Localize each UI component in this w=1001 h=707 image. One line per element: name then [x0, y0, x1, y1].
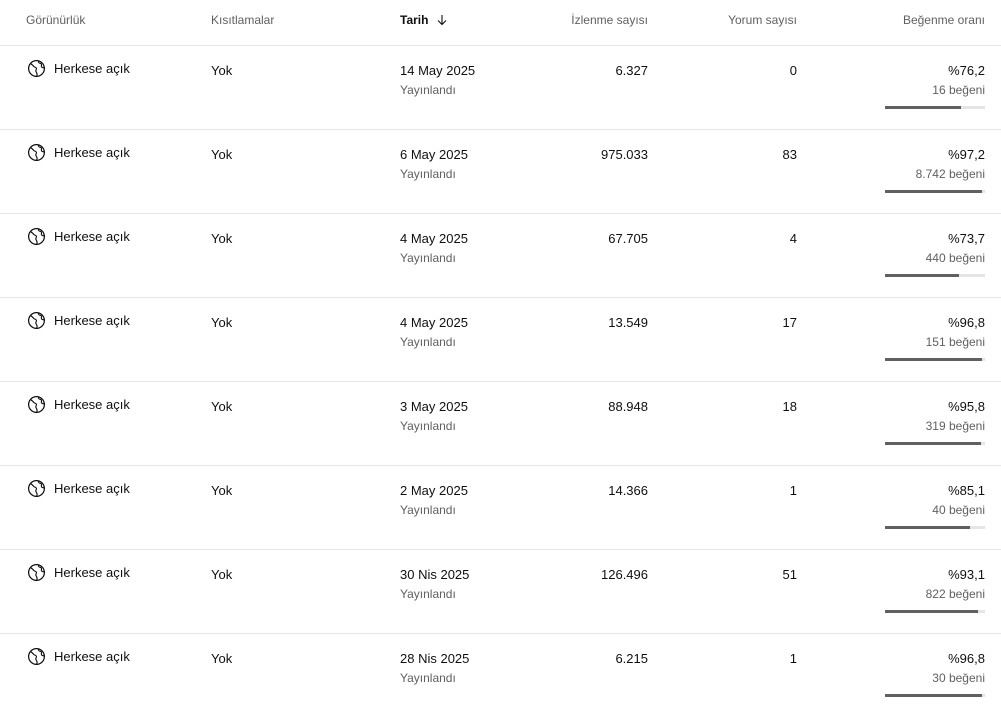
like-ratio-bar-fill — [885, 106, 961, 109]
views-cell: 6.327 — [615, 63, 648, 78]
column-header-restrictions[interactable]: Kısıtlamalar — [211, 13, 275, 27]
publish-status: Yayınlandı — [400, 587, 456, 601]
restrictions-cell: Yok — [211, 63, 233, 78]
globe-icon — [27, 395, 46, 414]
like-ratio-bar — [885, 274, 985, 277]
like-ratio-value: %96,8 — [948, 315, 985, 330]
publish-status: Yayınlandı — [400, 503, 456, 517]
visibility-label: Herkese açık — [54, 61, 130, 76]
like-ratio-cell — [875, 63, 985, 97]
column-header-like-ratio[interactable]: Beğenme oranı — [902, 13, 985, 27]
table-row[interactable] — [0, 550, 1001, 634]
date-value: 30 Nis 2025 — [400, 567, 470, 582]
like-ratio-bar-fill — [885, 526, 970, 529]
like-ratio-bar — [885, 190, 985, 193]
visibility-cell[interactable] — [27, 563, 130, 582]
like-count: 319 beğeni — [925, 419, 985, 433]
publish-status: Yayınlandı — [400, 671, 456, 685]
column-header-visibility[interactable]: Görünürlük — [26, 13, 86, 27]
like-ratio-bar-fill — [885, 358, 982, 361]
arrow-down-icon — [436, 14, 448, 26]
views-cell: 13.549 — [608, 315, 648, 330]
like-ratio-bar-fill — [885, 694, 982, 697]
like-ratio-bar-fill — [885, 190, 982, 193]
views-cell: 88.948 — [608, 399, 648, 414]
publish-status: Yayınlandı — [400, 251, 456, 265]
date-value: 3 May 2025 — [400, 399, 468, 414]
views-cell: 6.215 — [615, 651, 648, 666]
visibility-cell[interactable] — [27, 227, 130, 246]
publish-status: Yayınlandı — [400, 167, 456, 181]
publish-status: Yayınlandı — [400, 83, 456, 97]
table-row[interactable] — [0, 298, 1001, 382]
visibility-label: Herkese açık — [54, 313, 130, 328]
like-count: 440 beğeni — [925, 251, 985, 265]
like-count: 151 beğeni — [925, 335, 985, 349]
globe-icon — [27, 143, 46, 162]
date-cell — [400, 651, 469, 685]
date-cell — [400, 231, 468, 265]
publish-status: Yayınlandı — [400, 419, 456, 433]
table-row[interactable] — [0, 46, 1001, 130]
like-ratio-bar — [885, 106, 985, 109]
comments-cell: 18 — [782, 399, 797, 414]
comments-cell: 4 — [789, 231, 797, 246]
restrictions-cell: Yok — [211, 399, 233, 414]
like-ratio-value: %76,2 — [948, 63, 985, 78]
visibility-label: Herkese açık — [54, 649, 130, 664]
comments-cell: 1 — [789, 651, 797, 666]
table-row[interactable] — [0, 214, 1001, 298]
date-cell — [400, 567, 469, 601]
like-ratio-value: %95,8 — [948, 399, 985, 414]
visibility-label: Herkese açık — [54, 481, 130, 496]
visibility-cell[interactable] — [27, 479, 130, 498]
column-header-views[interactable]: İzlenme sayısı — [571, 13, 648, 27]
column-header-date-label: Tarih — [400, 13, 429, 27]
like-ratio-bar — [885, 610, 985, 613]
comments-cell: 51 — [782, 567, 797, 582]
date-value: 14 May 2025 — [400, 63, 476, 78]
date-value: 4 May 2025 — [400, 231, 468, 246]
globe-icon — [27, 479, 46, 498]
table-header — [0, 0, 1001, 46]
like-ratio-value: %85,1 — [948, 483, 985, 498]
restrictions-cell: Yok — [211, 315, 233, 330]
like-ratio-bar — [885, 358, 985, 361]
date-cell — [400, 399, 468, 433]
views-cell: 126.496 — [601, 567, 648, 582]
date-value: 2 May 2025 — [400, 483, 468, 498]
comments-cell: 83 — [782, 147, 797, 162]
like-ratio-cell — [875, 483, 985, 517]
publish-status: Yayınlandı — [400, 335, 456, 349]
comments-cell: 17 — [782, 315, 797, 330]
restrictions-cell: Yok — [211, 231, 233, 246]
like-ratio-cell — [875, 567, 985, 601]
like-count: 40 beğeni — [932, 503, 985, 517]
like-ratio-cell — [875, 651, 985, 685]
like-ratio-value: %96,8 — [948, 651, 985, 666]
views-cell: 67.705 — [608, 231, 648, 246]
visibility-label: Herkese açık — [54, 229, 130, 244]
globe-icon — [27, 227, 46, 246]
like-count: 8.742 beğeni — [915, 167, 985, 181]
restrictions-cell: Yok — [211, 483, 233, 498]
column-header-comments[interactable]: Yorum sayısı — [728, 13, 797, 27]
visibility-cell[interactable] — [27, 647, 130, 666]
restrictions-cell: Yok — [211, 147, 233, 162]
date-cell — [400, 483, 468, 517]
like-ratio-cell — [875, 315, 985, 349]
globe-icon — [27, 563, 46, 582]
like-ratio-bar — [885, 526, 985, 529]
comments-cell: 0 — [789, 63, 797, 78]
restrictions-cell: Yok — [211, 651, 233, 666]
like-count: 16 beğeni — [932, 83, 985, 97]
like-ratio-bar-fill — [885, 274, 959, 277]
like-ratio-bar — [885, 694, 985, 697]
date-value: 4 May 2025 — [400, 315, 468, 330]
like-ratio-bar-fill — [885, 610, 978, 613]
table-row[interactable] — [0, 466, 1001, 550]
globe-icon — [27, 647, 46, 666]
like-ratio-cell — [875, 147, 985, 181]
visibility-cell[interactable] — [27, 311, 130, 330]
table-body — [0, 46, 1001, 707]
like-ratio-value: %73,7 — [948, 231, 985, 246]
column-header-date[interactable] — [400, 13, 448, 27]
restrictions-cell: Yok — [211, 567, 233, 582]
views-cell: 975.033 — [601, 147, 648, 162]
table-row[interactable] — [0, 130, 1001, 214]
date-value: 28 Nis 2025 — [400, 651, 470, 666]
like-ratio-value: %93,1 — [948, 567, 985, 582]
date-cell — [400, 315, 468, 349]
like-count: 30 beğeni — [932, 671, 985, 685]
visibility-cell[interactable] — [27, 395, 130, 414]
date-cell — [400, 147, 468, 181]
like-ratio-bar-fill — [885, 442, 981, 445]
visibility-cell[interactable] — [27, 143, 130, 162]
views-cell: 14.366 — [608, 483, 648, 498]
globe-icon — [27, 59, 46, 78]
table-row[interactable] — [0, 382, 1001, 466]
visibility-label: Herkese açık — [54, 145, 130, 160]
like-ratio-value: %97,2 — [948, 147, 985, 162]
visibility-label: Herkese açık — [54, 565, 130, 580]
visibility-cell[interactable] — [27, 59, 130, 78]
like-count: 822 beğeni — [925, 587, 985, 601]
globe-icon — [27, 311, 46, 330]
comments-cell: 1 — [789, 483, 797, 498]
like-ratio-bar — [885, 442, 985, 445]
date-value: 6 May 2025 — [400, 147, 468, 162]
date-cell — [400, 63, 475, 97]
visibility-label: Herkese açık — [54, 397, 130, 412]
like-ratio-cell — [875, 399, 985, 433]
like-ratio-cell — [875, 231, 985, 265]
table-row[interactable] — [0, 634, 1001, 707]
